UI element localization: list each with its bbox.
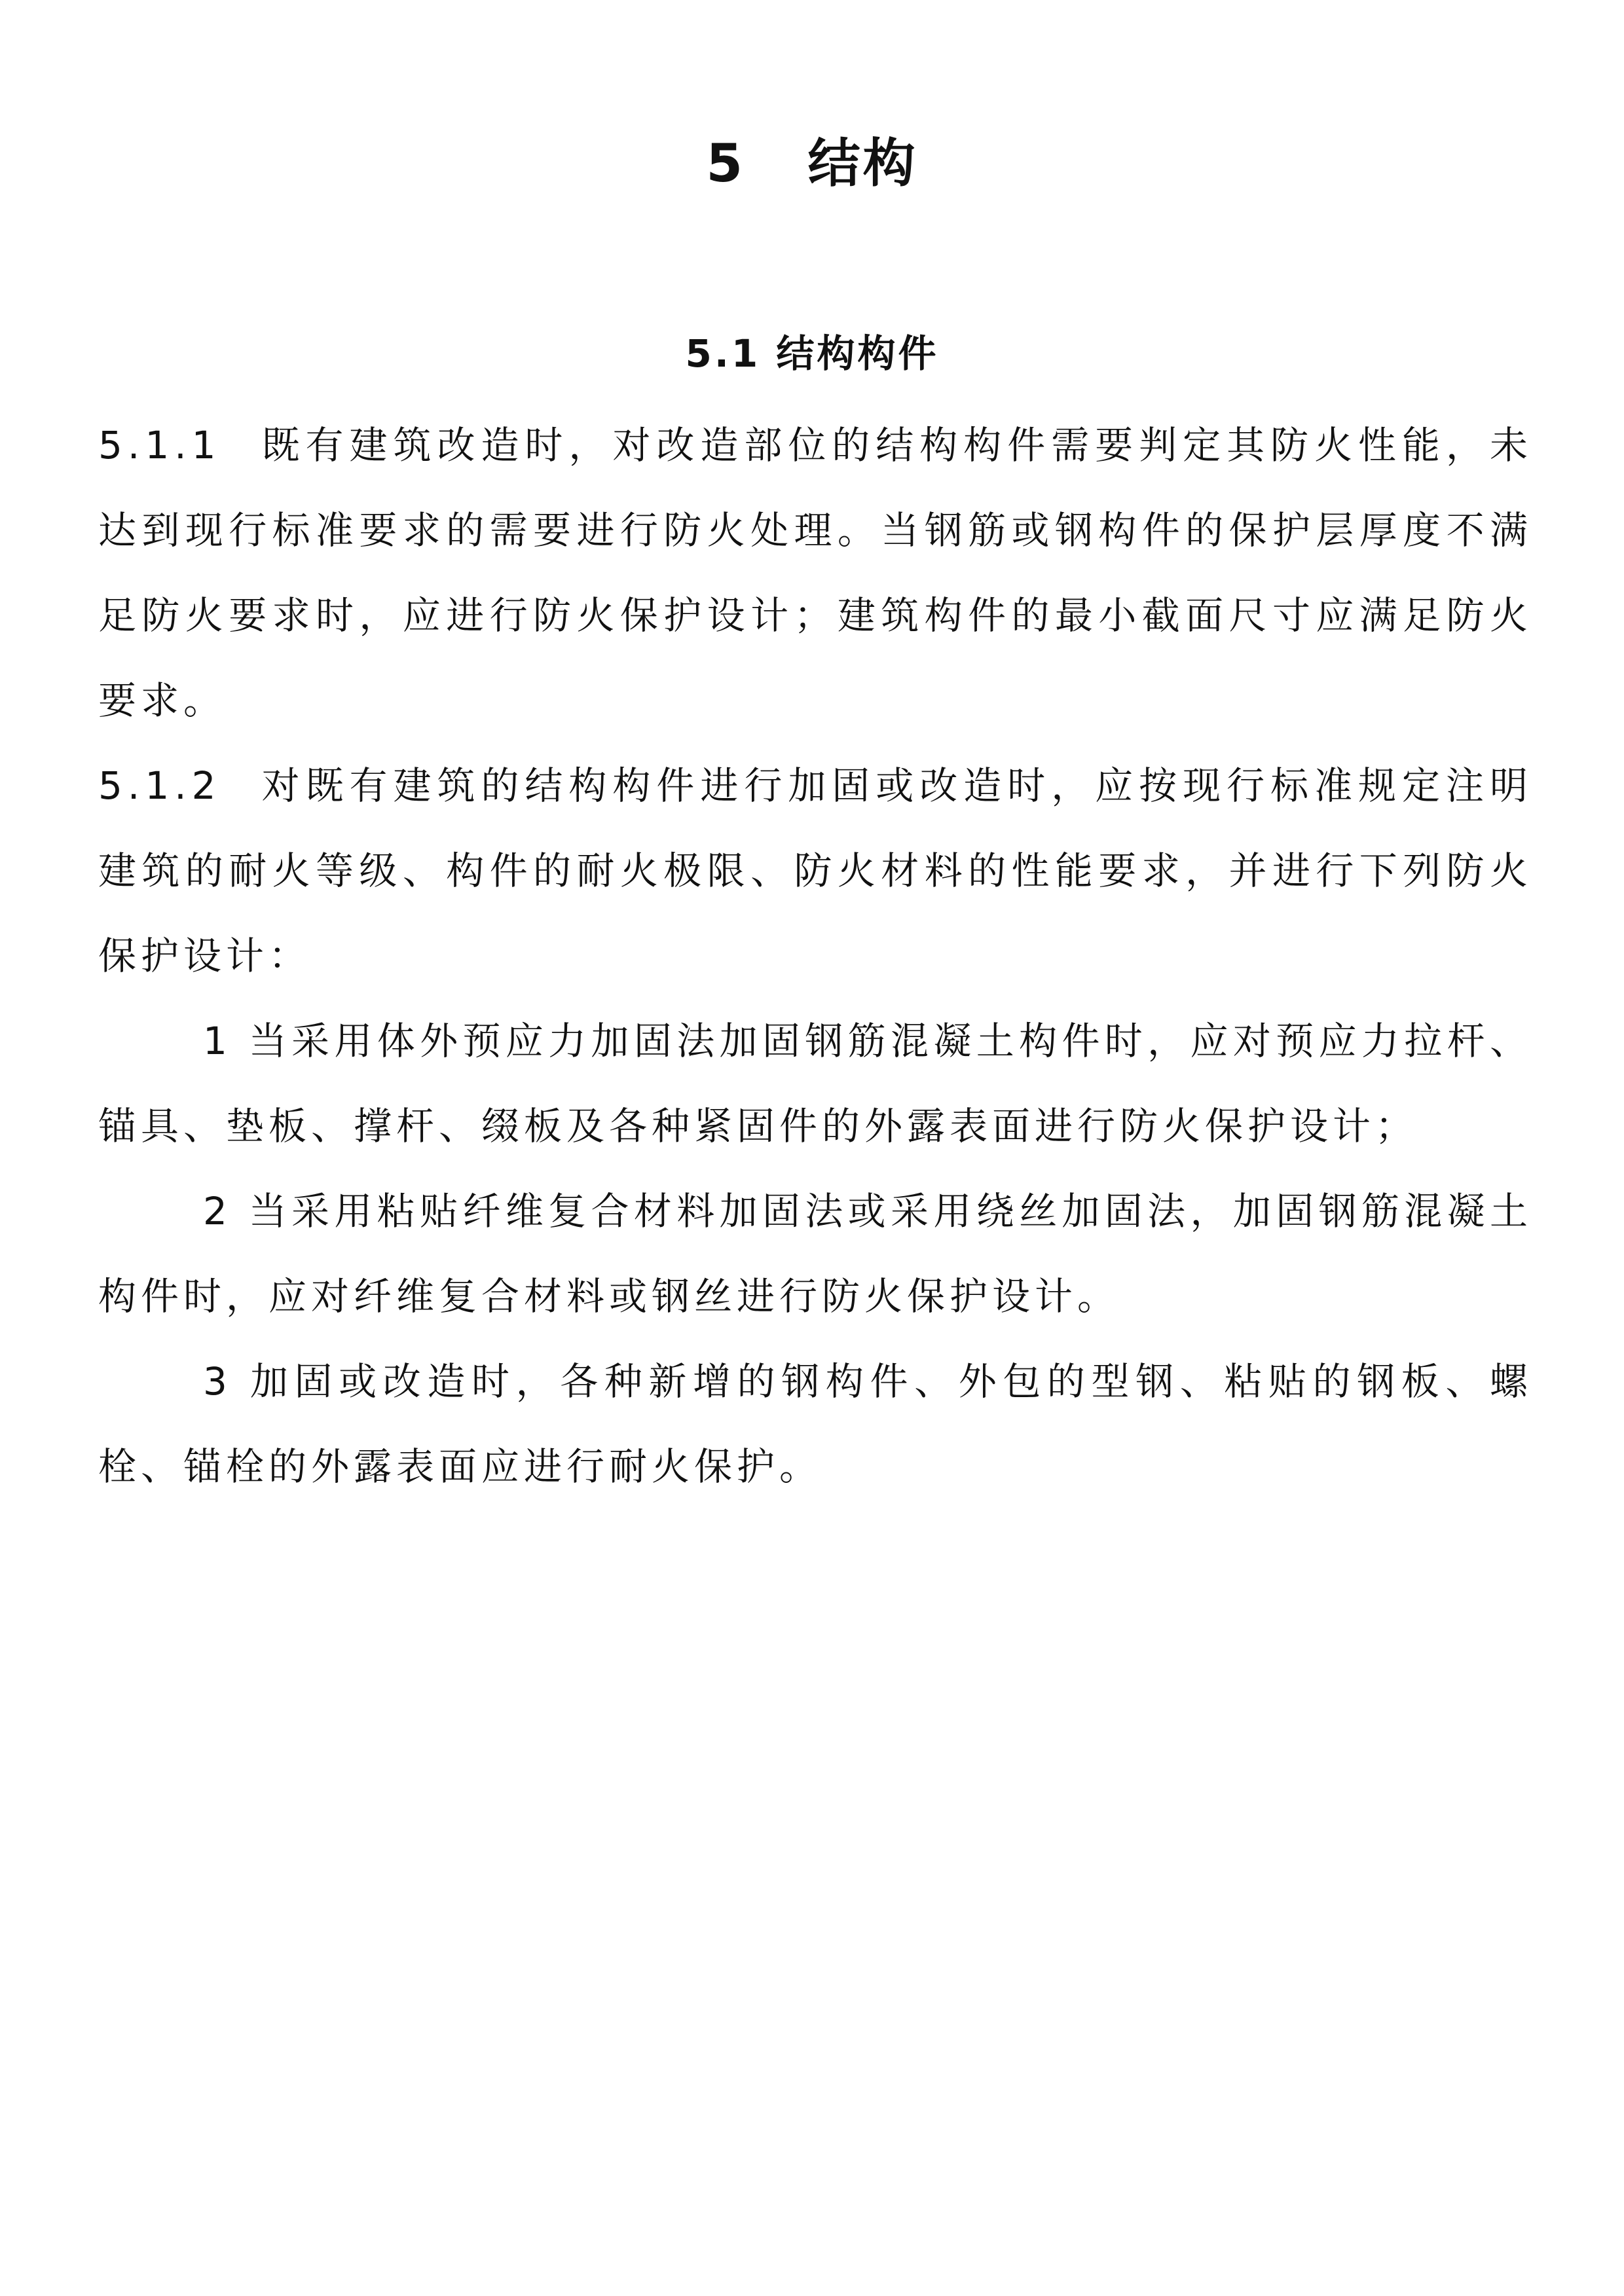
chapter-number: 5 [706,133,746,194]
list-item-2: 2 当采用粘贴纤维复合材料加固法或采用绕丝加固法，加固钢筋混凝土构件时，应对纤维复合材料或钢丝进行防火保护设计。 [98,1189,1532,1319]
body-text [98,403,1532,1509]
clause-text: 既有建筑改造时，对改造部位的结构构件需要判定其防火性能，未达到现行标准要求的需要进行防火处理。当钢筋或钢构件的保护层厚度不满足防火要求时，应进行防火保护设计；建筑构件的最小截面尺寸应满足防火要求。 [98,423,1532,723]
clause-5-1-2 [98,743,1532,998]
list-item-3: 3 加固或改造时，各种新增的钢构件、外包的型钢、粘贴的钢板、螺栓、锚栓的外露表面应进行耐火保护。 [98,1359,1532,1489]
clause-number: 5.1.1 [98,423,221,467]
section-title: 5.1 结构构件 [685,331,939,376]
list-item-1: 1 当采用体外预应力加固法加固钢筋混凝土构件时，应对预应力拉杆、锚具、垫板、撑杆、缀板及各种紧固件的外露表面进行防火保护设计； [98,1019,1532,1148]
chapter-title [0,124,1624,203]
clause-5-1-1 [98,403,1532,743]
chapter-name: 结构 [807,133,918,194]
clause-text: 对既有建筑的结构构件进行加固或改造时，应按现行标准规定注明建筑的耐火等级、构件的耐火极限、防火材料的性能要求，并进行下列防火保护设计： [98,763,1532,978]
clause-number: 5.1.2 [98,763,221,808]
